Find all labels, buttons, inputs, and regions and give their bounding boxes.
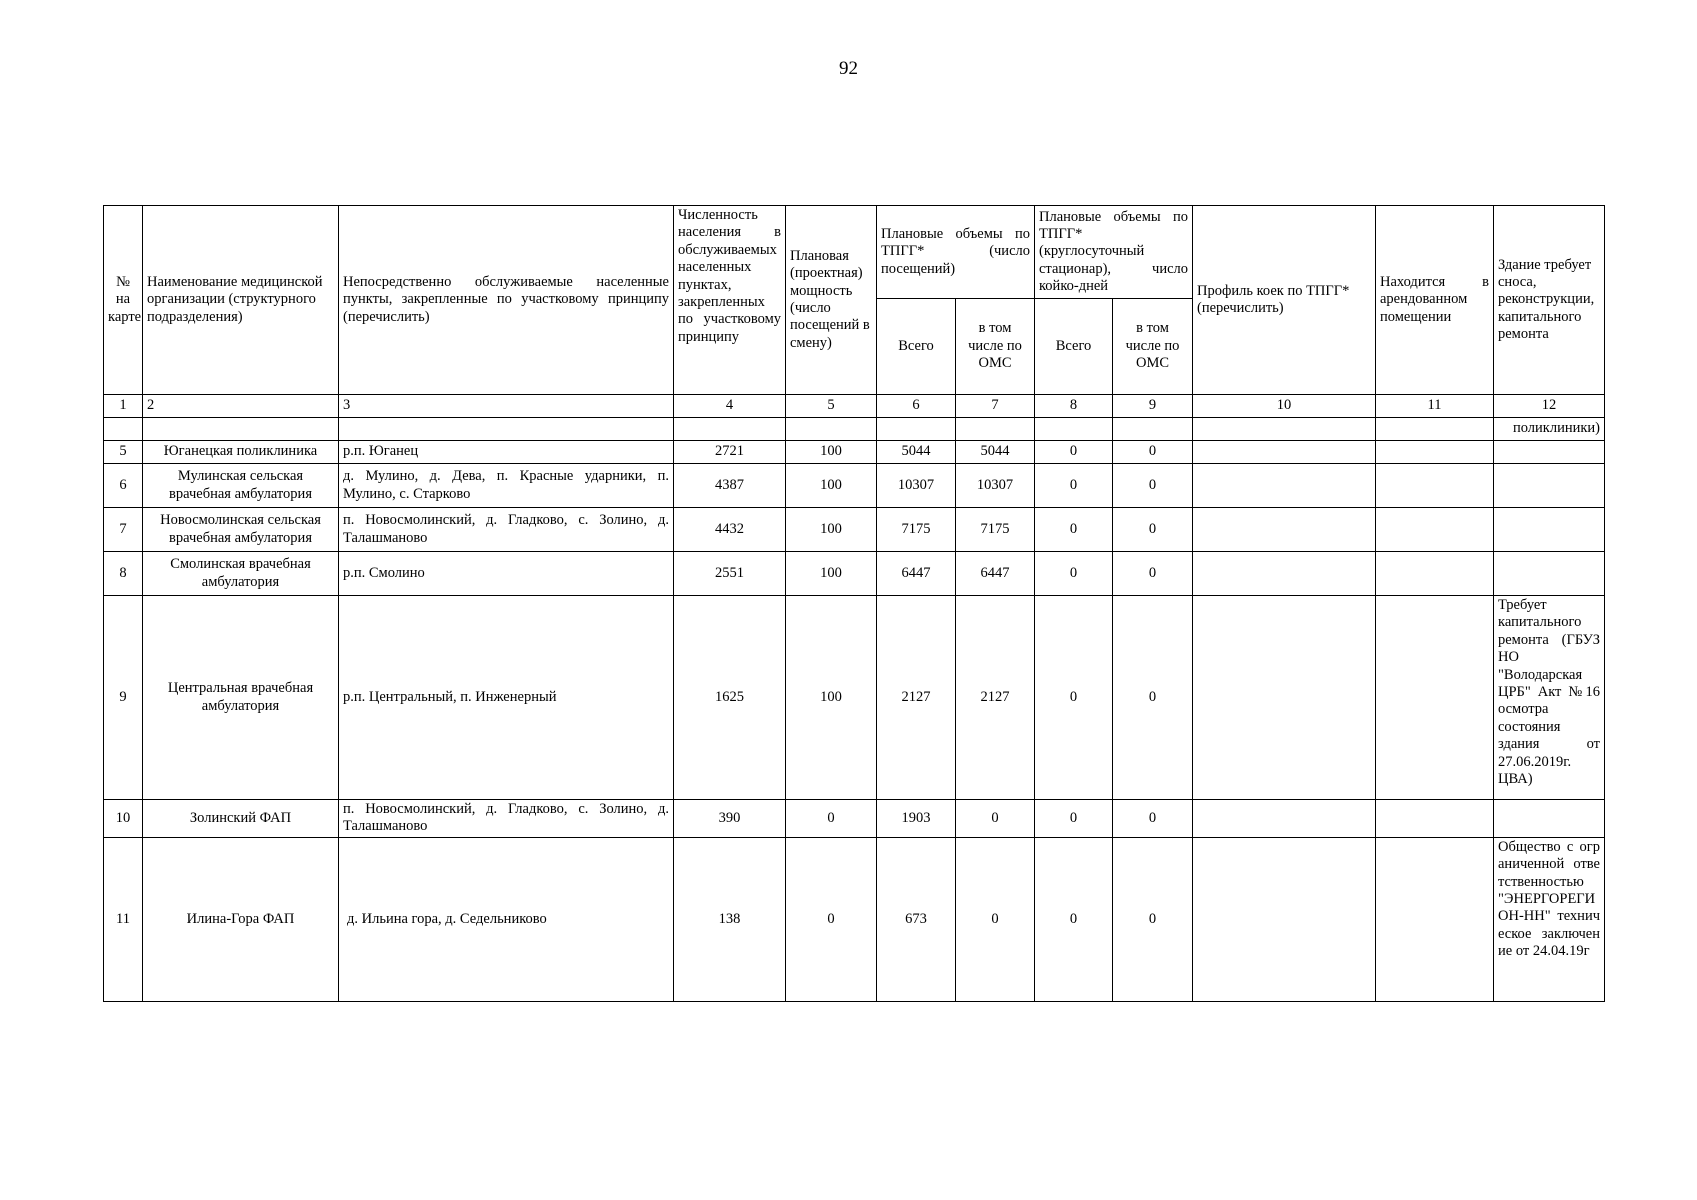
table-row	[104, 508, 1605, 552]
cell-capacity: 0	[786, 800, 877, 838]
cell-population: 2721	[674, 441, 786, 464]
cell-beds-oms: 0	[1113, 837, 1193, 1001]
cell-beds-oms: 0	[1113, 800, 1193, 838]
column-number: 4	[674, 395, 786, 418]
cell-visits-oms: 0	[956, 800, 1035, 838]
table-row	[104, 441, 1605, 464]
cell-profile	[1193, 441, 1376, 464]
cell-rented	[1376, 596, 1494, 800]
cell-name: Золинский ФАП	[143, 800, 339, 838]
header-org-name: Наименование медицинской организации (структурного подразделения)	[143, 206, 339, 395]
continuation-row	[104, 418, 1605, 441]
cell-population: 1625	[674, 596, 786, 800]
cell-beds-total: 0	[1035, 596, 1113, 800]
table-row	[104, 837, 1605, 1001]
cell-no: 9	[104, 596, 143, 800]
cell-visits-total: 1903	[877, 800, 956, 838]
column-number: 10	[1193, 395, 1376, 418]
cell-population: 2551	[674, 552, 786, 596]
cell-visits-oms: 5044	[956, 441, 1035, 464]
cell-visits-total: 673	[877, 837, 956, 1001]
cell-points: р.п. Центральный, п. Инженерный	[339, 596, 674, 800]
cell-visits-total: 2127	[877, 596, 956, 800]
cell-rented	[1376, 552, 1494, 596]
cell-profile	[1193, 800, 1376, 838]
cell-visits-total: 10307	[877, 464, 956, 508]
cell-beds-total: 0	[1035, 464, 1113, 508]
cell-name: Центральная врачебная амбулатория	[143, 596, 339, 800]
cell-beds-oms: 0	[1113, 508, 1193, 552]
header-visits-oms: в том числе по ОМС	[956, 299, 1035, 395]
header-planned-beds: Плановые объемы по ТПГГ* (круглосуточный стационар), число койко-дней	[1035, 206, 1193, 299]
cell-beds-total: 0	[1035, 508, 1113, 552]
cell-visits-oms: 10307	[956, 464, 1035, 508]
header-planned-visits: Плановые объемы по ТПГГ* (число посещений)	[877, 206, 1035, 299]
header-bed-profile: Профиль коек по ТПГГ* (перечислить)	[1193, 206, 1376, 395]
cell-points: р.п. Смолино	[339, 552, 674, 596]
cell-building	[1494, 552, 1605, 596]
column-number: 3	[339, 395, 674, 418]
table-row	[104, 800, 1605, 838]
cell-population: 138	[674, 837, 786, 1001]
cell-building	[1494, 800, 1605, 838]
cell-beds-oms: 0	[1113, 441, 1193, 464]
cell-population: 4387	[674, 464, 786, 508]
column-number: 11	[1376, 395, 1494, 418]
header-beds-total: Всего	[1035, 299, 1113, 395]
header-rented: Находится в арендованном помещении	[1376, 206, 1494, 395]
cell-no: 7	[104, 508, 143, 552]
cell-points: п. Новосмолинский, д. Гладково, с. Золино, д. Талашманово	[339, 508, 674, 552]
cell-beds-oms: 0	[1113, 596, 1193, 800]
header-capacity: Плановая (проектная) мощность (число посещений в смену)	[786, 206, 877, 395]
cell-no: 6	[104, 464, 143, 508]
cell-beds-total: 0	[1035, 800, 1113, 838]
column-number: 5	[786, 395, 877, 418]
cell-points: р.п. Юганец	[339, 441, 674, 464]
cell-capacity: 100	[786, 464, 877, 508]
cell-name: Мулинская сельская врачебная амбулатория	[143, 464, 339, 508]
column-number: 12	[1494, 395, 1605, 418]
cell-beds-oms: 0	[1113, 464, 1193, 508]
cell-visits-total: 6447	[877, 552, 956, 596]
header-population: Численность населения в обслуживаемых населенных пунктах, закрепленных по участковому принципу	[674, 206, 786, 395]
cell-profile	[1193, 508, 1376, 552]
medical-facilities-table	[103, 205, 1605, 1002]
cell-no: 5	[104, 441, 143, 464]
column-number-row	[104, 395, 1605, 418]
cell-building	[1494, 464, 1605, 508]
cell-population: 390	[674, 800, 786, 838]
cell-beds-total: 0	[1035, 441, 1113, 464]
column-number: 1	[104, 395, 143, 418]
cell-visits-oms: 7175	[956, 508, 1035, 552]
cell-profile	[1193, 552, 1376, 596]
cell-no: 10	[104, 800, 143, 838]
cell-name: Юганецкая поликлиника	[143, 441, 339, 464]
cell-capacity: 100	[786, 441, 877, 464]
table-row	[104, 464, 1605, 508]
cell-points: д. Ильина гора, д. Седельниково	[339, 837, 674, 1001]
header-visits-total: Всего	[877, 299, 956, 395]
cell-building: Общество с ограниченной ответственностью "ЭНЕРГОРЕГИОН-НН" техническое заключение от 24.04.19г	[1494, 837, 1605, 1001]
header-settlements: Непосредственно обслуживаемые населенные пункты, закрепленные по участковому принципу (перечислить)	[339, 206, 674, 395]
cell-population: 4432	[674, 508, 786, 552]
cell-building	[1494, 508, 1605, 552]
cell-visits-total: 5044	[877, 441, 956, 464]
cell-beds-total: 0	[1035, 552, 1113, 596]
cell-visits-oms: 2127	[956, 596, 1035, 800]
column-number: 9	[1113, 395, 1193, 418]
cell-capacity: 100	[786, 508, 877, 552]
column-number: 7	[956, 395, 1035, 418]
cell-name: Новосмолинская сельская врачебная амбулатория	[143, 508, 339, 552]
header-building-state: Здание требует сноса, реконструкции, капитального ремонта	[1494, 206, 1605, 395]
table-row	[104, 552, 1605, 596]
cell-points: д. Мулино, д. Дева, п. Красные ударники, п. Мулино, с. Старково	[339, 464, 674, 508]
table-row	[104, 596, 1605, 800]
cell-visits-oms: 6447	[956, 552, 1035, 596]
cell-capacity: 100	[786, 596, 877, 800]
cell-profile	[1193, 464, 1376, 508]
cell-beds-oms: 0	[1113, 552, 1193, 596]
header-map-no: № на карте	[104, 206, 143, 395]
cell-rented	[1376, 508, 1494, 552]
cell-points: п. Новосмолинский, д. Гладково, с. Золино, д. Талашманово	[339, 800, 674, 838]
column-number: 2	[143, 395, 339, 418]
cell-beds-total: 0	[1035, 837, 1113, 1001]
cell-no: 11	[104, 837, 143, 1001]
column-number: 8	[1035, 395, 1113, 418]
cell-name: Илина-Гора ФАП	[143, 837, 339, 1001]
cell-name: Смолинская врачебная амбулатория	[143, 552, 339, 596]
cell-rented	[1376, 837, 1494, 1001]
cell-visits-total: 7175	[877, 508, 956, 552]
cell-building	[1494, 441, 1605, 464]
header-beds-oms: в том числе по ОМС	[1113, 299, 1193, 395]
cell-capacity: 0	[786, 837, 877, 1001]
cell-profile	[1193, 837, 1376, 1001]
cell-no: 8	[104, 552, 143, 596]
cell-rented	[1376, 441, 1494, 464]
page-number: 92	[839, 58, 858, 79]
cell-rented	[1376, 800, 1494, 838]
cell-profile	[1193, 596, 1376, 800]
continuation-text: поликлиники)	[1494, 418, 1605, 441]
cell-visits-oms: 0	[956, 837, 1035, 1001]
cell-rented	[1376, 464, 1494, 508]
column-number: 6	[877, 395, 956, 418]
cell-capacity: 100	[786, 552, 877, 596]
header-row	[104, 206, 1605, 299]
cell-building: Требует капитального ремонта (ГБУЗ НО "Володарская ЦРБ" Акт №16 осмотра состояния здания от 27.06.2019г. ЦВА)	[1494, 596, 1605, 800]
